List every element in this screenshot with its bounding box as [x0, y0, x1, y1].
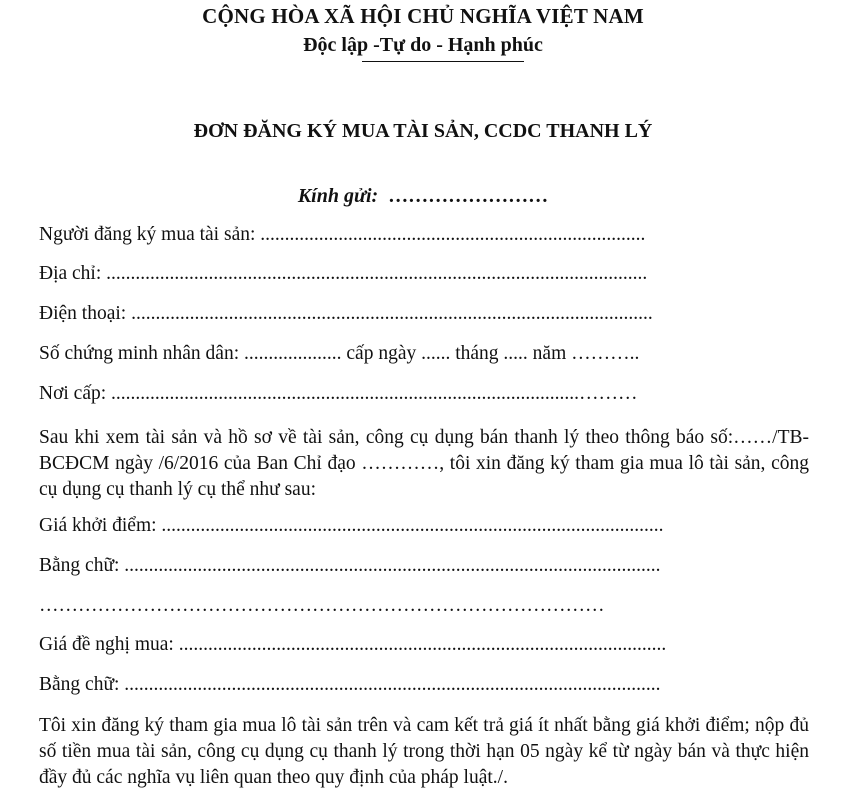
issue-place-field[interactable]: Nơi cấp: ................................................................................................………: [39, 383, 638, 404]
starting-price-words-field[interactable]: Bằng chữ: ..............................................................................................................: [39, 555, 661, 576]
national-motto: Độc lập -Tự do - Hạnh phúc: [303, 34, 543, 56]
salutation: [0, 185, 846, 208]
offer-price-field[interactable]: Giá đề nghị mua: ....................................................................................................: [39, 634, 667, 655]
commitment-paragraph: Tôi xin đăng ký tham gia mua lô tài sản trên và cam kết trả giá ít nhất bằng giá khởi điểm; nộp đủ số tiền mua tài sản, công cụ dụng cụ thanh lý trong thời hạn 05 ngày kể từ ngày bán và thực hiện đầy đủ các nghĩa vụ liên quan theo quy định của pháp luật./.: [39, 715, 809, 788]
motto-underline: [362, 61, 524, 62]
buyer-name-field[interactable]: Người đăng ký mua tài sản: ...............................................................................: [39, 224, 646, 245]
national-title: CỘNG HÒA XÃ HỘI CHỦ NGHĨA VIỆT NAM: [202, 4, 644, 28]
starting-price-words-continuation[interactable]: ……………………………………………………………………………: [39, 595, 605, 616]
form-title: ĐƠN ĐĂNG KÝ MUA TÀI SẢN, CCDC THANH LÝ: [193, 120, 653, 142]
offer-price-words-field[interactable]: Bằng chữ: ..............................................................................................................: [39, 674, 661, 695]
address-field[interactable]: Địa chỉ: ...............................................................................................................: [39, 263, 648, 284]
starting-price-field[interactable]: Giá khởi điểm: .......................................................................................................: [39, 515, 664, 536]
intro-paragraph: Sau khi xem tài sản và hồ sơ về tài sản, công cụ dụng bán thanh lý theo thông báo số:……/TB-BCĐCM ngày /6/2016 của Ban Chỉ đạo …………, tôi xin đăng ký tham gia mua lô tài sản, công cụ dụng cụ thanh lý cụ thể như sau:: [39, 427, 809, 500]
salutation-label: Kính gửi:: [297, 185, 379, 207]
id-number-field[interactable]: Số chứng minh nhân dân: .................... cấp ngày ...... tháng ..... năm ………..: [39, 343, 640, 364]
salutation-recipient-blank[interactable]: ……………………: [388, 185, 549, 207]
phone-field[interactable]: Điện thoại: ...........................................................................................................: [39, 303, 653, 324]
